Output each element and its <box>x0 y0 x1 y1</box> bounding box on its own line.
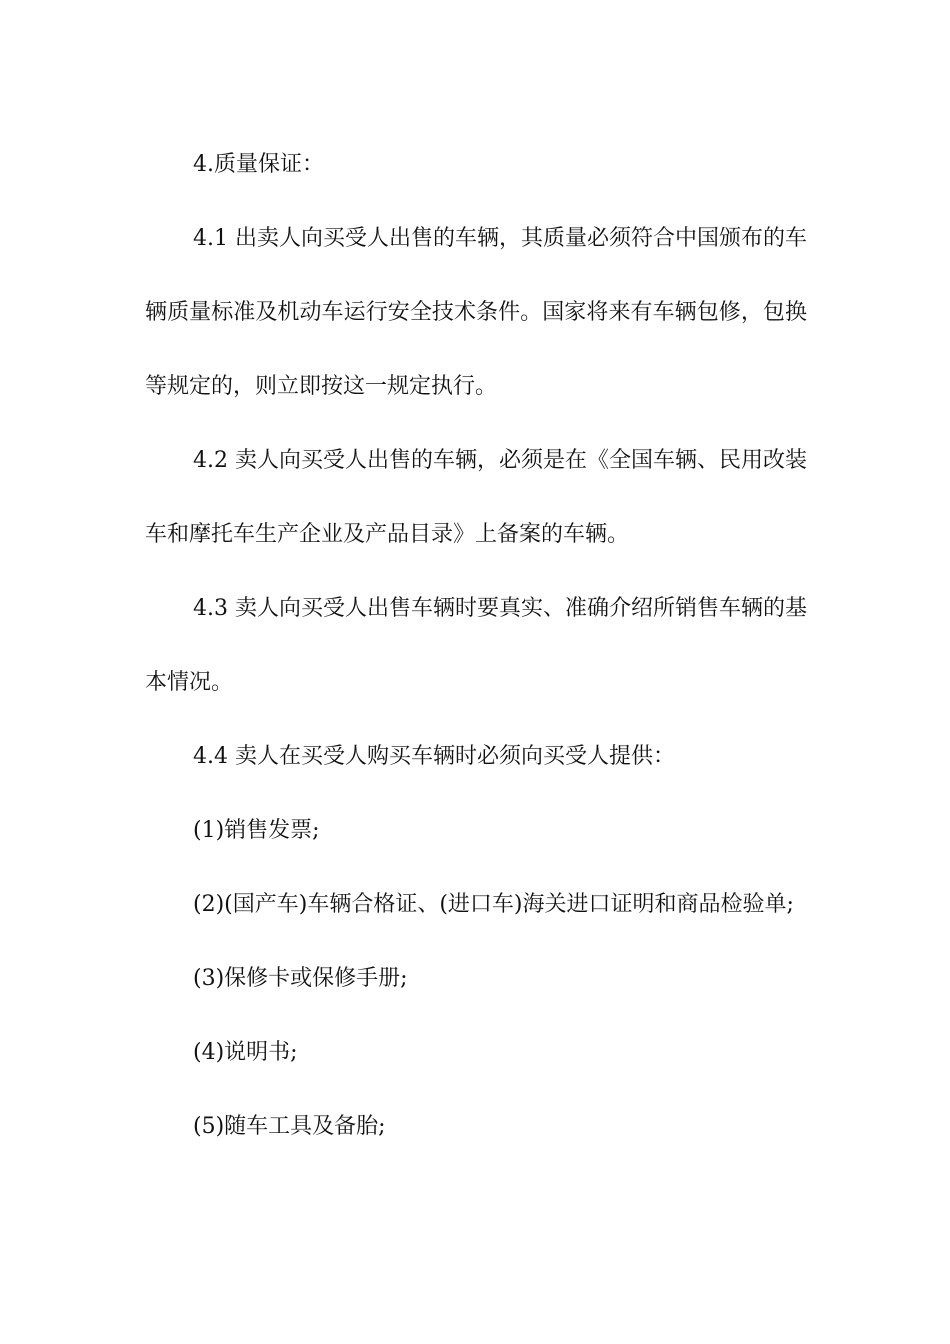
list-item-manual: (4)说明书; <box>193 1040 298 1065</box>
list-item-certificates: (2)(国产车)车辆合格证、(进口车)海关进口证明和商品检验单; <box>193 892 794 917</box>
list-item-tools-spare-tire: (5)随车工具及备胎; <box>193 1114 386 1139</box>
section-heading-quality-guarantee: 4.质量保证： <box>193 152 324 177</box>
list-item-sales-invoice: (1)销售发票; <box>193 818 320 843</box>
clause-4-3: 4.3 卖人向买受人出售车辆时要真实、准确介绍所销售车辆的基本情况。 <box>145 596 807 695</box>
document-body <box>145 128 807 1164</box>
clause-4-2: 4.2 卖人向买受人出售的车辆，必须是在《全国车辆、民用改装车和摩托车生产企业及产品目录》上备案的车辆。 <box>145 448 807 547</box>
clause-4-4: 4.4 卖人在买受人购买车辆时必须向买受人提供： <box>193 744 675 769</box>
list-item-warranty-card: (3)保修卡或保修手册; <box>193 966 408 991</box>
clause-4-1: 4.1 出卖人向买受人出售的车辆，其质量必须符合中国颁布的车辆质量标准及机动车运行安全技术条件。国家将来有车辆包修，包换等规定的，则立即按这一规定执行。 <box>145 226 807 399</box>
